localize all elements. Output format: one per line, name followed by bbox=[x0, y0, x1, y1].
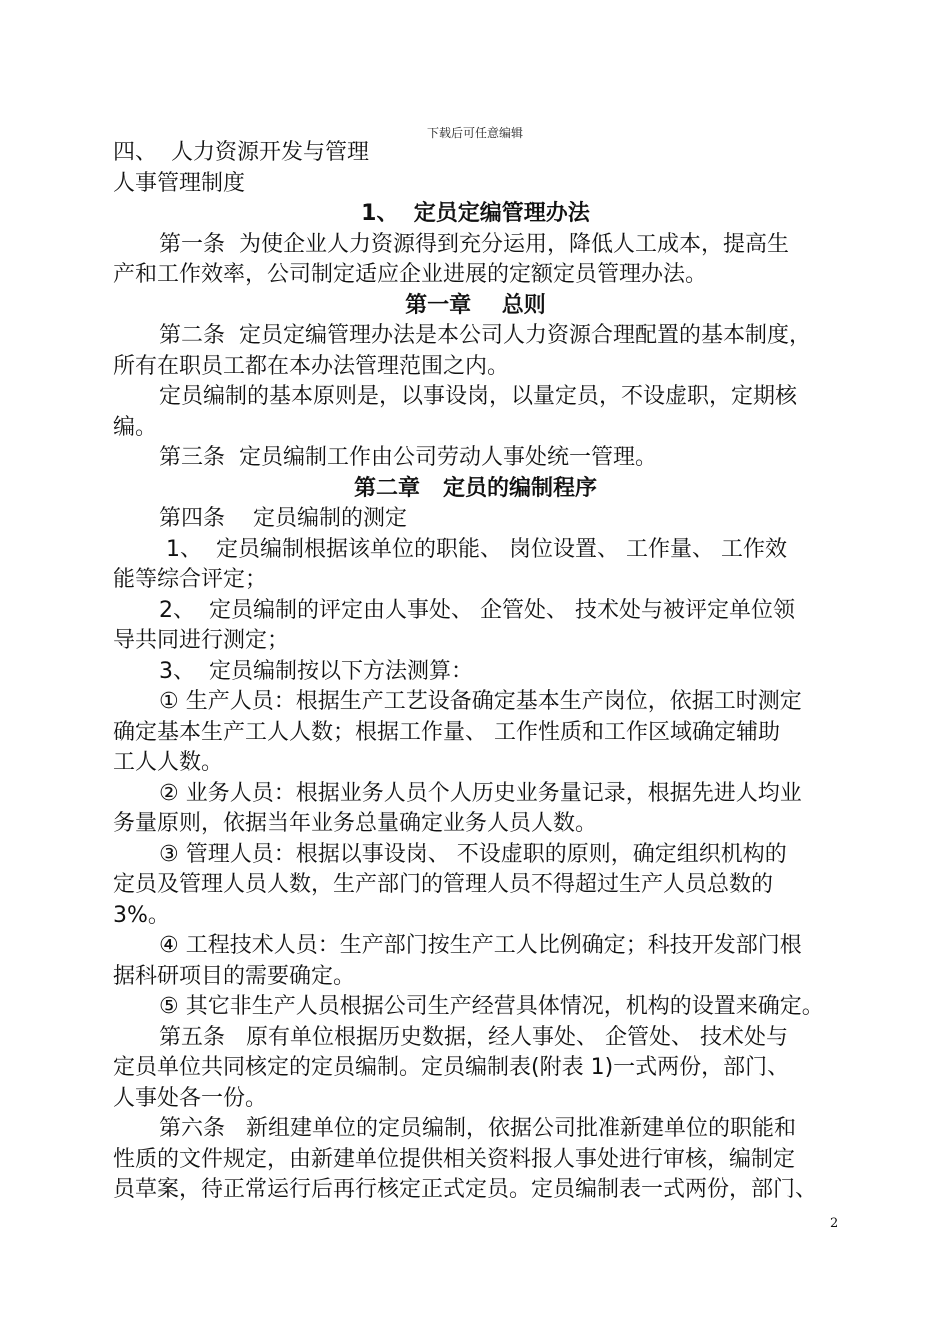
text-line: 第五条 原有单位根据历史数据，经人事处、 企管处、 技术处与 bbox=[159, 1024, 788, 1050]
text-line: 员草案，待正常运行后再行核定正式定员。定员编制表一式两份，部门、 bbox=[113, 1177, 818, 1202]
section-heading: 第二章 定员的编制程序 bbox=[354, 475, 597, 501]
text-line: 导共同进行测定； bbox=[113, 628, 290, 653]
text-line: 2、 定员编制的评定由人事处、 企管处、 技术处与被评定单位领 bbox=[159, 597, 795, 623]
header-watermark: 下载后可任意编辑 bbox=[426, 126, 523, 140]
text-line: 四、 人力资源开发与管理 bbox=[113, 140, 369, 165]
text-line: 第一条 为使企业人力资源得到充分运用，降低人工成本，提高生 bbox=[159, 231, 789, 257]
section-heading: 第一章 总则 bbox=[405, 292, 546, 318]
text-line: 人事管理制度 bbox=[113, 170, 246, 196]
text-line: 定员单位共同核定的定员编制。定员编制表(附表 1)一式两份，部门、 bbox=[113, 1055, 790, 1080]
text-line: 3%。 bbox=[113, 902, 170, 928]
text-line: 人事处各一份。 bbox=[113, 1085, 268, 1111]
text-line: 产和工作效率，公司制定适应企业进展的定额定员管理办法。 bbox=[113, 262, 708, 287]
section-heading: 1、 定员定编管理办法 bbox=[361, 201, 590, 226]
text-line: 据科研项目的需要确定。 bbox=[113, 963, 356, 989]
text-line: 编。 bbox=[113, 414, 158, 440]
text-line: ① 生产人员：根据生产工艺设备确定基本生产岗位，依据工时测定 bbox=[159, 689, 802, 714]
text-line: 务量原则，依据当年业务总量确定业务人员人数。 bbox=[113, 811, 598, 836]
text-line: 定员编制的基本原则是，以事设岗，以量定员，不设虚职，定期核 bbox=[159, 384, 798, 409]
text-line: 所有在职员工都在本办法管理范围之内。 bbox=[113, 353, 510, 379]
text-line: 第四条 定员编制的测定 bbox=[159, 506, 407, 531]
text-line: ⑤ 其它非生产人员根据公司生产经营具体情况，机构的设置来确定。 bbox=[159, 994, 824, 1019]
page-number: 2 bbox=[830, 1216, 839, 1231]
text-line: 第六条 新组建单位的定员编制，依据公司批准新建单位的职能和 bbox=[159, 1116, 796, 1141]
text-line: ④ 工程技术人员：生产部门按生产工人比例确定；科技开发部门根 bbox=[159, 933, 802, 958]
text-line: 性质的文件规定，由新建单位提供相关资料报人事处进行审核，编制定 bbox=[113, 1146, 796, 1172]
text-line: 3、 定员编制按以下方法测算： bbox=[159, 658, 473, 684]
text-line: 定员及管理人员人数，生产部门的管理人员不得超过生产人员总数的 bbox=[113, 872, 774, 897]
text-line: 第二条 定员定编管理办法是本公司人力资源合理配置的基本制度， bbox=[159, 323, 811, 348]
text-line: 第三条 定员编制工作由公司劳动人事处统一管理。 bbox=[159, 445, 657, 470]
text-line: 能等综合评定； bbox=[113, 567, 268, 592]
text-line: 工人人数。 bbox=[113, 750, 224, 775]
text-line: ② 业务人员：根据业务人员个人历史业务量记录，根据先进人均业 bbox=[159, 780, 802, 806]
document-body bbox=[113, 138, 838, 1206]
text-line: 确定基本生产工人人数；根据工作量、 工作性质和工作区域确定辅助 bbox=[113, 719, 780, 745]
text-line: ③ 管理人员：根据以事设岗、 不设虚职的原则，确定组织机构的 bbox=[159, 841, 787, 867]
text-line: 1、 定员编制根据该单位的职能、 岗位设置、 工作量、 工作效 bbox=[159, 536, 787, 562]
